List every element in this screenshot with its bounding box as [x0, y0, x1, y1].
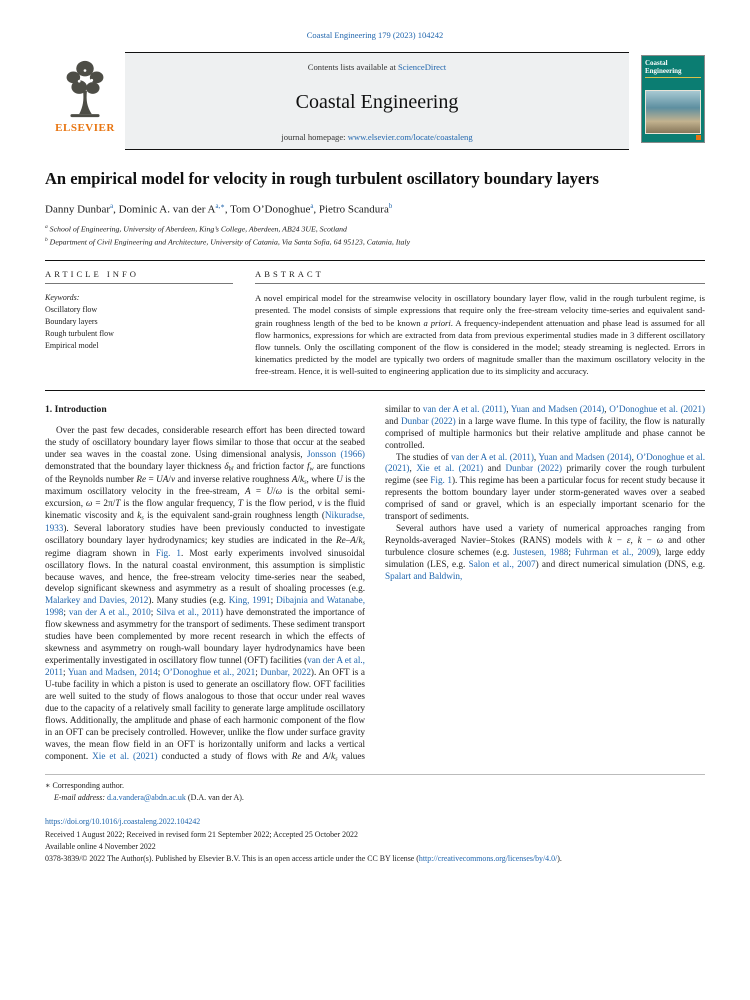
copyright-line [45, 853, 705, 865]
article-info-abstract-block [45, 260, 705, 390]
text-run: is the orbital semi-excursion, [45, 486, 366, 509]
text-run: δ [224, 461, 229, 472]
citation-link[interactable]: O’Donoghue et al. (2021) [609, 403, 705, 414]
cover-elsevier-mark [696, 135, 701, 140]
journal-title: Coastal Engineering [295, 90, 459, 113]
citation-link[interactable]: Dibajnia and Watanabe, 1998 [45, 595, 365, 618]
footnotes [45, 780, 705, 804]
citation-link[interactable]: Malarkey and Davies, 2012 [45, 595, 149, 606]
cover-image-frame [641, 55, 705, 143]
available-online: Available online 4 November 2022 [45, 842, 156, 852]
text-run: ; [270, 595, 277, 606]
text-run: bl [228, 465, 234, 473]
sciencedirect-link[interactable]: ScienceDirect [398, 62, 447, 72]
citation-link[interactable]: Xie et al. (2021) [416, 463, 484, 474]
text-run: are functions of the Reynolds number [45, 461, 365, 484]
text-run: values similar to [337, 403, 423, 761]
elsevier-logo[interactable] [45, 52, 125, 150]
intro-paragraph [385, 452, 705, 524]
text-run: k [330, 750, 336, 761]
text-run: s [141, 514, 144, 522]
text-run: is the flow angular frequency, [120, 498, 238, 509]
text-run: T [115, 498, 121, 509]
intro-paragraph [385, 523, 705, 583]
text-run: and [301, 750, 323, 761]
author-name: Pietro Scandura [318, 203, 389, 216]
text-run: s [335, 755, 338, 763]
text-run: s [362, 539, 365, 547]
text-run: ). [557, 854, 562, 864]
elsevier-tree-icon [59, 56, 111, 120]
text-run: demonstrated that the boundary layer thickness [45, 461, 225, 472]
elsevier-wordmark: ELSEVIER [55, 122, 115, 134]
text-run: k [137, 510, 142, 521]
text-run: k [637, 535, 642, 546]
journal-cover-thumbnail [629, 52, 705, 150]
author-name: Tom O’Donoghue [230, 203, 311, 216]
text-run: k [358, 534, 363, 545]
author-affiliation-sup[interactable]: b [388, 203, 393, 211]
imprint-block [45, 816, 705, 866]
corresponding-author-note: ∗ Corresponding author. [45, 780, 124, 790]
citation-link[interactable]: Fuhrman et al., 2009 [574, 547, 656, 558]
text-run: k [300, 473, 305, 484]
text-run: a priori [423, 317, 451, 328]
author-affiliation-sup[interactable]: a,∗ [215, 203, 225, 211]
text-run: conducted a study of flows with [157, 750, 292, 761]
text-run: Re [136, 473, 147, 484]
text-run: A novel empirical model for the streamwise velocity in oscillatory boundary layer flow, valid in the rough turbulent regime, is presented. The model consists of simple expressions that require only the free-stream velocity time-series and equivalent sand-grain roughness length of the bed to be known [255, 293, 705, 328]
text-run: ; [150, 607, 157, 618]
text-run: and [483, 463, 506, 474]
cover-photo [645, 90, 701, 134]
author-separator: , [313, 203, 319, 216]
article-info-heading: ARTICLE INFO [45, 269, 233, 284]
citation-link[interactable]: Jonsson (1966) [306, 449, 365, 460]
author-name: Dominic A. van der A [118, 203, 216, 216]
text-run: ν [317, 498, 322, 509]
text-run: − [611, 535, 627, 546]
cover-title: Coastal Engineering [645, 59, 701, 78]
citation-link[interactable]: Justesen, 1988 [513, 547, 569, 558]
homepage-label: journal homepage: [281, 132, 348, 142]
text-run: / [297, 473, 300, 484]
text-run: , [409, 463, 417, 474]
text-run: U [336, 473, 343, 484]
text-run: , [506, 403, 511, 414]
citation-link[interactable]: Yuan and Madsen, 2014 [67, 667, 158, 678]
citation-link[interactable]: Silva et al., 2011 [156, 607, 220, 618]
text-run: , [533, 451, 539, 462]
text-run: is the equivalent sand-grain roughness length ( [143, 510, 325, 521]
citation-link[interactable]: King, 1991 [228, 595, 271, 606]
text-run: A [322, 750, 329, 761]
text-run: Several authors have used a variety of numerical approaches ranging from Reynolds-averaged Navier–Stokes (RANS) models with [385, 523, 705, 546]
intro-paragraphs [45, 404, 705, 766]
text-run: A [244, 486, 251, 497]
text-run: Over the past few decades, considerable research effort has been directed toward the study of oscillatory boundary layer flows similar to those that occur at the seabed under sea waves in the coastal zone. Using dimensional analysis, [45, 425, 365, 460]
citation-link[interactable]: O’Donoghue et al. (2021) [385, 451, 705, 474]
email-link[interactable]: d.a.vandera@abdn.ac.uk [107, 792, 186, 802]
text-run: ), large eddy simulation (LES, e.g. [385, 547, 705, 570]
affiliation: $^b$ Department of Civil Engineering and Architecture, University of Catania, Via Santa Sofia, 64 95123, Catania, Italy [45, 236, 411, 247]
text-run: , [630, 535, 638, 546]
citation-link[interactable]: O’Donoghue et al., 2021 [163, 667, 256, 678]
text-run: ω [275, 486, 283, 497]
citation-link[interactable]: van der A et al. (2011) [451, 451, 534, 462]
text-run: w [309, 465, 314, 473]
text-run: ; [63, 667, 68, 678]
text-run: f [306, 461, 310, 472]
citation-link[interactable]: Yuan and Madsen (2014) [510, 403, 605, 414]
text-run: U [266, 486, 273, 497]
author-separator: , [113, 203, 119, 216]
abstract-column [255, 269, 705, 377]
keywords-block [45, 292, 233, 352]
keyword: Empirical model [45, 341, 99, 351]
author-name: Danny Dunbar [45, 203, 111, 216]
article-title: An empirical model for velocity in rough turbulent oscillatory boundary layers [45, 169, 599, 188]
text-run: UA [156, 473, 169, 484]
text-run: ) have demonstrated the importance of flow skewness and asymmetry for the transport of sediments. These sediment transport studies have been complemented by more recent research in which the effects of skewness and asymmetry on rough-wall boundary layer hydrodynamics have been experimentally investigated in oscillatory flow tunnel (OFT) facilities ( [45, 607, 365, 666]
citation-link[interactable]: Salon et al., 2007 [468, 559, 536, 570]
text-run: , [631, 451, 637, 462]
text-run: is the maximum oscillatory velocity in the free-stream, [45, 473, 365, 497]
text-run: − [641, 535, 657, 546]
section-heading-introduction: 1. Introduction [45, 403, 107, 415]
keyword: Rough turbulent flow [45, 329, 114, 339]
citation-link[interactable]: van der A et al., 2010 [68, 607, 151, 618]
text-run: ω [656, 535, 664, 546]
keywords-list [45, 304, 233, 352]
abstract-text [255, 292, 705, 377]
keyword: Oscillatory flow [45, 305, 98, 315]
contents-line [131, 62, 623, 72]
text-run: , [604, 403, 610, 414]
keywords-label: Keywords: [45, 293, 80, 303]
citation-link[interactable]: Dunbar, 2022 [260, 667, 311, 678]
text-run: s [304, 478, 307, 486]
contents-prefix: Contents lists available at [307, 62, 398, 72]
abstract-heading: ABSTRACT [255, 269, 705, 284]
email-line [45, 792, 705, 804]
text-run: – [345, 534, 351, 545]
citation-link[interactable]: van der A et al. (2011) [422, 403, 507, 414]
text-run: and friction factor [233, 461, 307, 472]
citation-link[interactable]: Spalart and Baldwin, [385, 571, 463, 582]
text-run: ). Several laboratory studies have been previously conducted to investigate oscillatory boundary layer hydrodynamics; key studies are indicated in the [45, 522, 365, 545]
text-run: is the flow period, [243, 498, 318, 509]
homepage-line [131, 132, 623, 142]
affiliations [45, 223, 705, 248]
text-run: primarily cover the rough turbulent regime (see [385, 463, 705, 486]
text-run: . Most early experiments involved sinusoidal oscillatory flows. In the natural coastal environment, this assumption is simplistic because waves, and hence, the free-stream velocity time-series near the seabed, develop significant skewness and asymmetry as a result of shoaling processes (e.g. [45, 547, 365, 594]
author-affiliation-sup[interactable]: a [310, 203, 314, 211]
text-run: / [355, 534, 359, 545]
text-run: k [607, 535, 612, 546]
text-run: ) and direct numerical simulation (DNS, e.g. [535, 559, 705, 570]
text-run: Re [291, 750, 302, 761]
text-run: ). This regime has been a particular focus for recent study because it represents the bottom boundary layer under storm-generated waves over a seabed comprised of sand or gravel, which is an especially important scenario for the transport of sediments. [385, 475, 705, 522]
figure-1-link[interactable]: Fig. 1 [155, 547, 182, 558]
text-run: A [291, 473, 298, 484]
authors-line [45, 202, 705, 216]
text-run: regime diagram shown in [45, 547, 156, 558]
text-run: / [328, 750, 331, 761]
text-run: ). Many studies (e.g. [148, 595, 229, 606]
text-run: ω [85, 498, 93, 509]
figure-1-link[interactable]: Fig. 1 [430, 475, 452, 486]
doi-link[interactable]: https://doi.org/10.1016/j.coastaleng.2022.104242 [45, 816, 201, 826]
author-affiliation-sup[interactable]: a [110, 203, 114, 211]
citation-link[interactable]: Dunbar (2022) [400, 415, 456, 426]
citation-link[interactable]: Xie et al. (2021) [92, 750, 158, 761]
text-run: is the fluid kinematic viscosity and [45, 498, 366, 521]
text-run: in a large wave flume. In this type of facility, the flow is naturally comprised of multiple harmonics but their relative amplitude and phase cannot be controlled. [385, 415, 705, 450]
text-run: ; [63, 607, 69, 618]
keyword: Boundary layers [45, 317, 98, 327]
citation-link[interactable]: van der A et al., 2011 [45, 655, 365, 678]
citation-link[interactable]: Dunbar (2022) [505, 463, 563, 474]
text-run: ). An OFT is a U-tube facility in which a piston is used to generate an oscillatory flow. OFT facilities are well suited to the study of flows analogous to those that occur under real waves due to the capacity of a relatively small facility to generate large amplitude oscillatory flows. Additionally, the amplitude and phase of each harmonic component of the flow in an OFT can be precisely controlled. However, unlike the flow under surface gravity waves, the mean flow field in an OFT is horizontally uniform and lacks a vertical component. [45, 667, 366, 761]
citation-link[interactable]: Nikuradse, 1933 [45, 510, 365, 533]
body-columns [45, 404, 705, 766]
journal-masthead [45, 52, 705, 150]
text-run: The studies of [396, 451, 451, 462]
text-run: / [273, 486, 276, 497]
journal-reference-link[interactable]: Coastal Engineering 179 (2023) 104242 [306, 30, 444, 40]
masthead-center-panel [125, 52, 629, 150]
text-run: A [350, 534, 356, 545]
text-run: , where [306, 473, 337, 484]
text-run: = [146, 473, 157, 484]
cover-footer [645, 134, 701, 140]
text-run: and inverse relative roughness [175, 473, 292, 484]
text-run: ε [626, 535, 631, 546]
text-run: Re [336, 534, 346, 545]
text-run: T [237, 498, 244, 509]
author-separator: , [224, 203, 231, 216]
text-run: and [385, 415, 401, 426]
citation-link[interactable]: Yuan and Madsen (2014) [538, 451, 632, 462]
journal-homepage-link[interactable]: www.elsevier.com/locate/coastaleng [347, 132, 473, 142]
text-run: ; [568, 547, 575, 558]
received-dates: Received 1 August 2022; Received in revised form 21 September 2022; Accepted 25 October 2022 [45, 829, 358, 839]
text-run: ν [170, 473, 176, 484]
article-info-column [45, 269, 233, 377]
affiliation: $^a$ School of Engineering, University of Aberdeen, King’s College, Aberdeen, AB24 3UE, Scotland [45, 223, 347, 234]
text-run: E-mail address: [54, 792, 106, 802]
text-run: 0378-3839/© 2022 The Author(s). Published by Elsevier B.V. This is an open access article under the CC BY license ( [45, 854, 419, 864]
cc-license-link[interactable]: http://creativecommons.org/licenses/by/4.0/ [418, 854, 558, 864]
text-run: . A frequency-independent attenuation and phase lead is assumed for all flow harmonics, expressions for which are extracted from data from previous experimental studies made in 3 different oscillatory flow tunnels. Only the oscillating component of the flow is considered in the model; steady streaming is neglected. Errors in kinematics predicted by the model are typically two orders of magnitude smaller than the maximum oscillatory velocity in the free-stream. Hence, it is well-suited to engineering application due to its simplicity and accuracy. [255, 317, 706, 377]
text-run: / [168, 473, 171, 484]
text-run: ; [255, 667, 261, 678]
text-run: and other turbulence closure schemes (e.g. [385, 535, 705, 558]
text-run: = [250, 486, 267, 497]
text-run: = 2π/ [92, 498, 116, 509]
text-run: (D.A. van der A). [185, 792, 244, 802]
text-run: ; [157, 667, 164, 678]
